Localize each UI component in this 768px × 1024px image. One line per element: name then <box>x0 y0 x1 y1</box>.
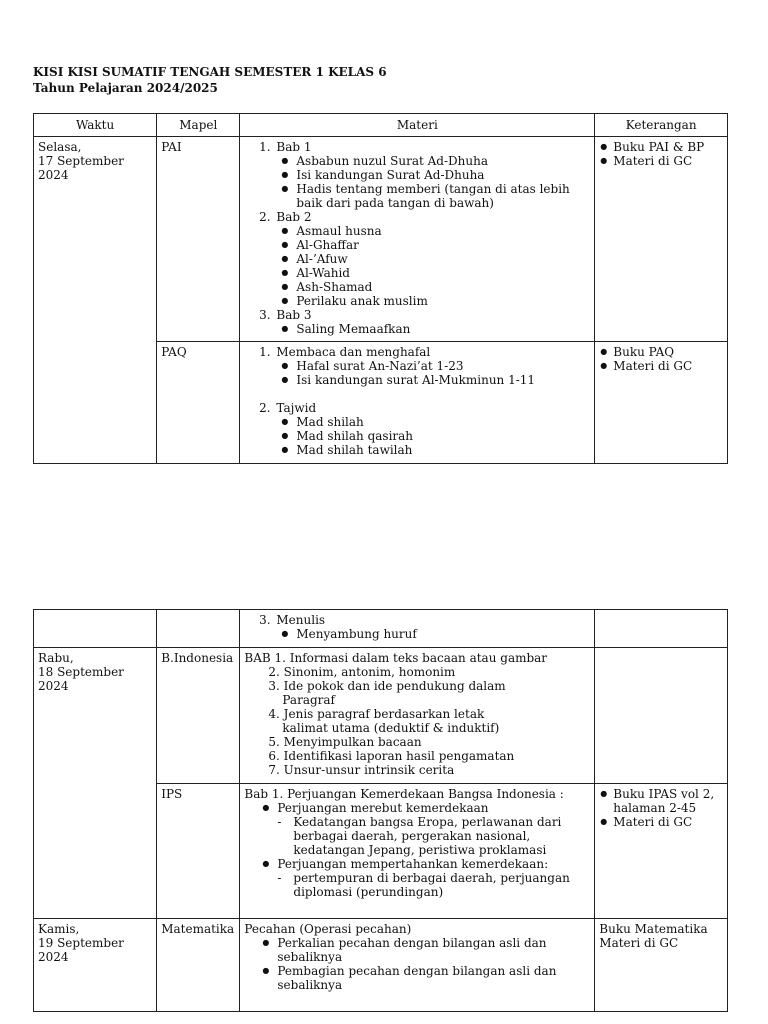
table-row <box>34 919 728 1012</box>
list-item: ● Mad shilah tawilah <box>296 443 590 457</box>
list-item: ● Perkalian pecahan dengan bilangan asli dan sebaliknya <box>277 936 590 964</box>
list-item: ● Saling Memaafkan <box>296 322 590 336</box>
document-header <box>33 65 387 96</box>
list-item <box>274 210 590 308</box>
materi-cell <box>240 137 595 342</box>
materi-cell <box>240 919 595 1012</box>
list-item: - Kedatangan bangsa Eropa, perlawanan dari berbagai daerah, pergerakan nasional, kedatangan Jepang, peristiwa proklamasi <box>293 815 590 857</box>
waktu-cell <box>34 919 157 1012</box>
chapter-label: Bab 2 <box>276 210 312 224</box>
section-label: Tajwid <box>276 401 317 415</box>
materi-list <box>244 345 590 457</box>
chapter-heading: BAB 1. Informasi dalam teks bacaan atau gambar <box>244 651 548 665</box>
list-item <box>277 857 590 899</box>
list-item <box>274 140 590 210</box>
materi-list <box>244 613 590 641</box>
item-text: Ide pokok dan ide pendukung dalam <box>283 679 506 693</box>
item-text-cont: kalimat utama (deduktif & induktif) <box>282 721 500 735</box>
mapel-cell: PAQ <box>157 342 240 464</box>
keterangan-cell <box>595 648 728 784</box>
mapel-cell: IPS <box>157 784 240 919</box>
section-label: Menulis <box>276 613 326 627</box>
list-item <box>274 401 590 457</box>
waktu-cell <box>34 137 157 464</box>
item-text: Perjuangan merebut kemerdekaan <box>277 801 489 815</box>
list-item: ● Materi di GC <box>613 359 723 373</box>
item-text: Unsur-unsur intrinsik cerita <box>283 763 455 777</box>
list-item <box>274 345 590 401</box>
list-item: ● Ash-Shamad <box>296 280 590 294</box>
item-text: Perjuangan mempertahankan kemerdekaan: <box>277 857 549 871</box>
list-item <box>268 679 590 707</box>
list-item: ● Al-Ghaffar <box>296 238 590 252</box>
materi-cell <box>240 610 595 648</box>
note-line: Buku Matematika <box>599 922 708 936</box>
materi-cell <box>240 784 595 919</box>
list-item: ● Asbabun nuzul Surat Ad-Dhuha <box>296 154 590 168</box>
list-item: ● Buku PAQ <box>613 345 723 359</box>
materi-list <box>244 140 590 336</box>
section-label: Membaca dan menghafal <box>276 345 431 359</box>
chapter-label: Bab 1 <box>276 140 312 154</box>
academic-year: Tahun Pelajaran 2024/2025 <box>33 80 218 95</box>
chapter-label: Bab 3 <box>276 308 312 322</box>
item-number: 6. <box>268 749 280 763</box>
date-label: 17 September 2024 <box>38 154 124 182</box>
keterangan-cell <box>595 342 728 464</box>
list-item: ● Perilaku anak muslim <box>296 294 590 308</box>
schedule-table-2 <box>33 609 728 1012</box>
keterangan-cell <box>595 784 728 919</box>
list-item: ● Pembagian pecahan dengan bilangan asli dan sebaliknya <box>277 964 590 992</box>
table-row <box>34 648 728 784</box>
list-item: ● Mad shilah <box>296 415 590 429</box>
materi-cell <box>240 648 595 784</box>
keterangan-cell <box>595 137 728 342</box>
mapel-cell: B.Indonesia <box>157 648 240 784</box>
list-item: ● Hafal surat An-Nazi’at 1-23 <box>296 359 590 373</box>
col-header-mapel: Mapel <box>157 114 240 137</box>
list-item: ● Isi kandungan Surat Ad-Dhuha <box>296 168 590 182</box>
mapel-cell: Matematika <box>157 919 240 1012</box>
item-number: 5. <box>268 735 280 749</box>
list-item: ● Al-’Afuw <box>296 252 590 266</box>
waktu-cell <box>34 648 157 919</box>
note-line: Materi di GC <box>599 936 679 950</box>
date-label: 19 September 2024 <box>38 936 124 964</box>
item-number: 2. <box>268 665 280 679</box>
list-item: ● Materi di GC <box>613 154 723 168</box>
day-label: Rabu, <box>38 651 74 665</box>
waktu-cell <box>34 610 157 648</box>
list-item <box>268 735 590 749</box>
table-row <box>34 137 728 342</box>
list-item <box>268 707 590 735</box>
list-item <box>268 749 590 763</box>
list-item: ● Buku PAI & BP <box>613 140 723 154</box>
list-item <box>268 763 590 777</box>
item-number: 3. <box>268 679 280 693</box>
list-item <box>274 613 590 641</box>
list-item: ● Buku IPAS vol 2, halaman 2-45 <box>613 787 723 815</box>
list-item: ● Materi di GC <box>613 815 723 829</box>
list-item <box>268 665 590 679</box>
col-header-keterangan: Keterangan <box>595 114 728 137</box>
schedule-table-1 <box>33 113 728 464</box>
mapel-cell: PAI <box>157 137 240 342</box>
item-text: Sinonim, antonim, homonim <box>283 665 456 679</box>
keterangan-cell <box>595 919 728 1012</box>
date-label: 18 September 2024 <box>38 665 124 693</box>
chapter-heading: Pecahan (Operasi pecahan) <box>244 922 412 936</box>
list-item: ● Hadis tentang memberi (tangan di atas lebih baik dari pada tangan di bawah) <box>296 182 590 210</box>
table-header-row <box>34 114 728 137</box>
item-text-cont: Paragraf <box>282 693 335 707</box>
list-item: ● Asmaul husna <box>296 224 590 238</box>
keterangan-cell <box>595 610 728 648</box>
item-number: 4. <box>268 707 280 721</box>
day-label: Selasa, <box>38 140 82 154</box>
list-item <box>277 801 590 857</box>
list-item: - pertempuran di berbagai daerah, perjuangan diplomasi (perundingan) <box>293 871 590 899</box>
document-title: KISI KISI SUMATIF TENGAH SEMESTER 1 KELAS 6 <box>33 65 387 79</box>
item-text: Identifikasi laporan hasil pengamatan <box>283 749 515 763</box>
item-text: Jenis paragraf berdasarkan letak <box>283 707 485 721</box>
day-label: Kamis, <box>38 922 80 936</box>
materi-cell <box>240 342 595 464</box>
item-text: Menyimpulkan bacaan <box>283 735 422 749</box>
list-item: ● Isi kandungan surat Al-Mukminun 1-11 <box>296 373 590 387</box>
list-item: ● Al-Wahid <box>296 266 590 280</box>
item-number: 7. <box>268 763 280 777</box>
list-item: ● Menyambung huruf <box>296 627 590 641</box>
chapter-heading: Bab 1. Perjuangan Kemerdekaan Bangsa Indonesia : <box>244 787 564 801</box>
list-item: ● Mad shilah qasirah <box>296 429 590 443</box>
col-header-materi: Materi <box>240 114 595 137</box>
table-row <box>34 610 728 648</box>
mapel-cell <box>157 610 240 648</box>
list-item <box>274 308 590 336</box>
col-header-waktu: Waktu <box>34 114 157 137</box>
